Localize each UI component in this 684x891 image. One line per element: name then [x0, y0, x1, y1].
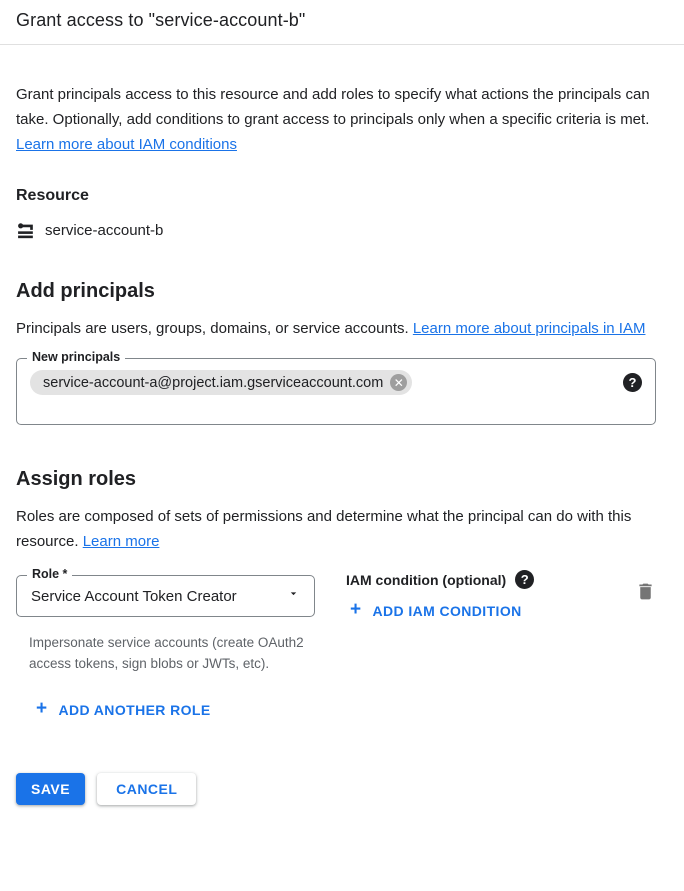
dialog-title: Grant access to "service-account-b" [16, 10, 306, 30]
iam-condition-label: IAM condition (optional) [346, 571, 507, 588]
add-another-role-label: ADD ANOTHER ROLE [58, 701, 211, 718]
new-principals-label: New principals [27, 350, 125, 364]
iam-condition-label-row [346, 570, 534, 589]
close-icon[interactable]: ✕ [390, 374, 407, 391]
add-iam-condition-label: ADD IAM CONDITION [372, 602, 522, 619]
dialog-header [0, 0, 684, 44]
role-column [16, 567, 315, 674]
principals-description-part: Principals are users, groups, domains, or service accounts. [16, 320, 413, 337]
add-another-role-button[interactable] [36, 698, 211, 719]
principal-chip[interactable] [30, 370, 412, 395]
roles-description [16, 504, 656, 554]
principals-description [16, 316, 656, 341]
save-button[interactable]: SAVE [16, 773, 85, 805]
add-principals-heading: Add principals [16, 280, 155, 302]
new-principals-input[interactable] [16, 350, 656, 425]
role-assignment-row [16, 567, 656, 674]
delete-role-button[interactable] [635, 581, 656, 605]
delete-role-column [635, 581, 656, 607]
role-selected-value: Service Account Token Creator [31, 587, 237, 605]
roles-description-part: Roles are composed of sets of permissions and determine what the principal can do with this resource. [16, 508, 632, 550]
service-account-icon [16, 220, 36, 240]
resource-heading: Resource [16, 187, 89, 204]
assign-roles-heading: Assign roles [16, 468, 137, 490]
help-icon[interactable]: ? [623, 373, 642, 392]
trash-icon [635, 590, 656, 605]
iam-condition-column [346, 570, 534, 620]
intro-text-part: Grant principals access to this resource and add roles to specify what actions the principals can take. Optionally, add conditions to grant access to principals only when a specific criteria is met. [16, 86, 650, 128]
dialog-footer [16, 773, 656, 805]
role-helper-text: Impersonate service accounts (create OAuth2 access tokens, sign blobs or JWTs, etc). [29, 635, 304, 671]
plus-icon: + [350, 599, 362, 620]
role-select[interactable] [16, 567, 315, 617]
condition-help-icon[interactable]: ? [515, 570, 534, 589]
roles-learn-more-link[interactable]: Learn more [82, 533, 160, 550]
add-iam-condition-button[interactable] [350, 599, 522, 620]
dialog-body [0, 82, 684, 805]
role-label: Role * [27, 567, 72, 581]
principals-learn-more-link[interactable]: Learn more about principals in IAM [412, 320, 646, 337]
header-divider [0, 44, 684, 45]
principal-chip-text: service-account-a@project.iam.gserviceaccount.com [43, 374, 384, 391]
plus-icon: + [36, 698, 48, 719]
resource-name: service-account-b [45, 221, 164, 239]
cancel-button[interactable]: CANCEL [97, 773, 196, 805]
chevron-down-icon [287, 587, 300, 605]
resource-row [16, 220, 656, 240]
intro-text [16, 82, 656, 157]
iam-conditions-link[interactable]: Learn more about IAM conditions [16, 136, 237, 153]
